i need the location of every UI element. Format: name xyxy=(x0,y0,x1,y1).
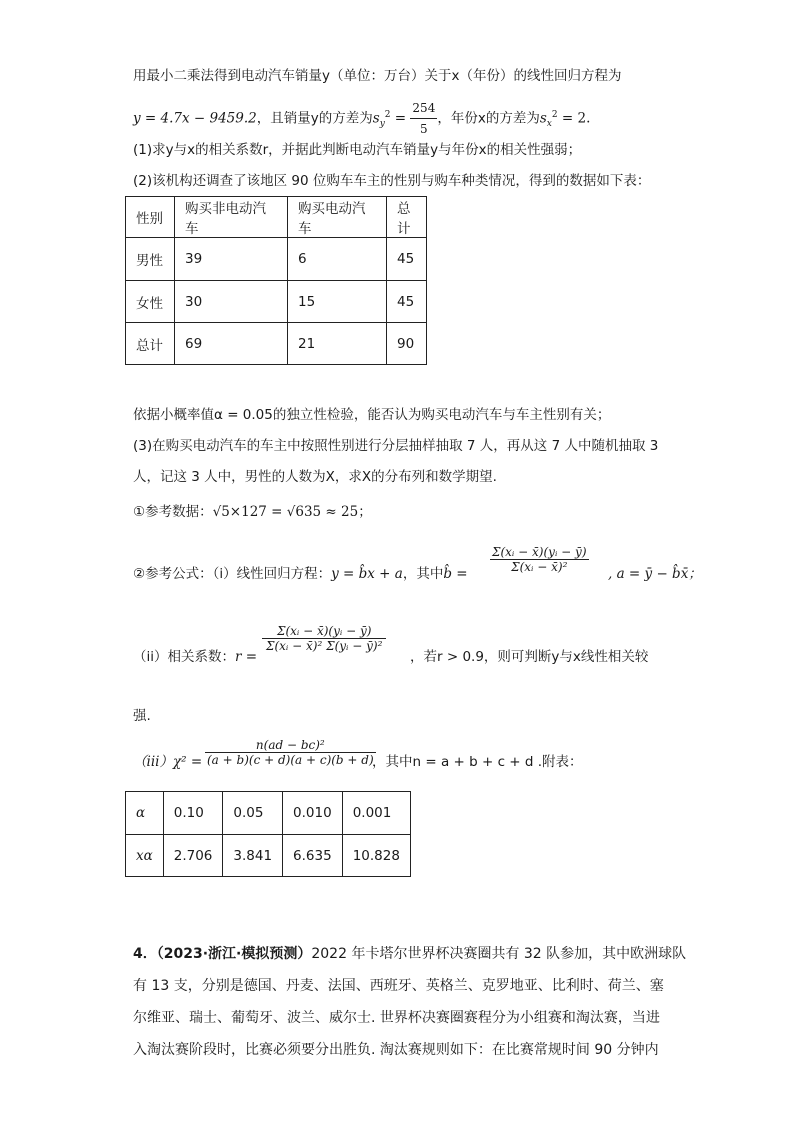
reference-formula-i xyxy=(133,564,468,584)
intro-line2-tail: ，年份x的方差为 xyxy=(437,110,540,127)
table-cell: 10.828 xyxy=(342,835,410,877)
table-row xyxy=(126,281,427,323)
table-cell: 0.05 xyxy=(223,792,283,835)
gender-car-table xyxy=(125,196,427,365)
problem-4-line4: 入淘汰赛阶段时，比赛必须要分出胜负. 淘汰赛规则如下：在比赛常规时间 90 分钟内 xyxy=(133,1042,659,1058)
table-row xyxy=(126,792,411,835)
r-symbol: r = xyxy=(235,649,258,665)
a-formula: , a = ȳ − b̂x̄； xyxy=(608,566,702,582)
table-header-row xyxy=(126,197,427,238)
variance-x-value: = 2. xyxy=(561,110,591,127)
problem-number: 4． xyxy=(133,946,157,962)
reference-data-label: ①参考数据： xyxy=(133,504,213,520)
table-row xyxy=(126,323,427,365)
table-header-cell: 购买电动汽车 xyxy=(288,197,387,238)
variance-y-fraction: $\frac{254}{5}$ xyxy=(410,98,437,139)
intro-line1: 用最小二乘法得到电动汽车销量y（单位：万台）关于x（年份）的线性回归方程为 xyxy=(133,68,622,84)
reference-formula-mid: ，其中 xyxy=(402,566,444,582)
reference-data xyxy=(133,502,372,522)
question-2b: 依据小概率值α = 0.05的独立性检验，能否认为购买电动汽车与车主性别有关； xyxy=(133,407,611,423)
question-2: (2)该机构还调查了该地区 90 位购车车主的性别与购车种类情况，得到的数据如下表： xyxy=(133,173,651,189)
table-cell: 2.706 xyxy=(163,835,223,877)
table-cell: 90 xyxy=(387,323,427,365)
chi-square-fraction: $\frac{\text{n(ad − bc)²}}{(a + b)(c + d)(a + c)(b + d)}$ xyxy=(207,738,374,767)
critical-value-table xyxy=(125,791,411,877)
formula-iii-label: （iii） xyxy=(133,754,173,770)
table-cell: 3.841 xyxy=(223,835,283,877)
table-cell: 0.010 xyxy=(283,792,343,835)
question-1: (1)求y与x的相关系数r，并据此判断电动汽车销量y与年份x的相关性强弱； xyxy=(133,142,582,158)
b-hat-fraction: $\frac{\text{Σ(xᵢ − x̄)(yᵢ − ȳ)}}{\text{Σ(xᵢ − x̄)²}}$ xyxy=(492,545,587,574)
table-cell: 女性 xyxy=(126,281,175,323)
table-cell: 69 xyxy=(175,323,288,365)
regression-equation: y = 4.7x − 9459.2 xyxy=(133,110,257,127)
table-cell: 45 xyxy=(387,238,427,281)
variance-y-symbol: s xyxy=(372,110,380,127)
correlation-condition: ，若r > 0.9，则可判断y与x线性相关较 xyxy=(410,649,649,665)
table-header-cell: 总计 xyxy=(387,197,427,238)
reference-formula-ii xyxy=(133,647,257,667)
problem-source-tag: （2023·浙江·模拟预测） xyxy=(156,946,312,962)
chi-square-tail: ，其中n = a + b + c + d .附表： xyxy=(372,754,583,770)
table-cell: α xyxy=(126,792,164,835)
intro-line2-mid: ，且销量y的方差为 xyxy=(256,110,373,127)
question-3-line1: (3)在购买电动汽车的车主中按照性别进行分层抽样抽取 7 人，再从这 7 人中随机抽取 3 xyxy=(133,438,659,454)
problem-4-line3: 尔维亚、瑞士、葡萄牙、波兰、威尔士. 世界杯决赛圈赛程分为小组赛和淘汰赛，当进 xyxy=(133,1010,660,1026)
table-cell: xα xyxy=(126,835,164,877)
correlation-label: （ii）相关系数： xyxy=(133,649,236,665)
table-header-cell: 性别 xyxy=(126,197,175,238)
reference-data-expression: √5×127 = √635 ≈ 25； xyxy=(212,504,372,520)
table-cell: 21 xyxy=(288,323,387,365)
table-header-cell: 购买非电动汽车 xyxy=(175,197,288,238)
table-cell: 0.10 xyxy=(163,792,223,835)
table-cell: 总计 xyxy=(126,323,175,365)
correlation-condition-end: 强. xyxy=(133,708,151,724)
regression-formula: y = b̂x + a xyxy=(331,566,403,582)
intro-line2: y = 4.7x − 9459.2，且销量y的方差为$s_y^2$ = $\frac{254}{5}$ ，年份x的方差为$s_x^2 = 2$. xyxy=(133,98,590,139)
problem-4-line1 xyxy=(133,944,686,964)
problem-4-line2: 有 13 支，分别是德国、丹麦、法国、西班牙、英格兰、克罗地亚、比利时、荷兰、塞 xyxy=(133,978,664,994)
table-cell: 39 xyxy=(175,238,288,281)
reference-formula-label: ②参考公式：（i）线性回归方程： xyxy=(133,566,332,582)
reference-formula-iii xyxy=(133,752,202,772)
table-cell: 45 xyxy=(387,281,427,323)
table-cell: 0.001 xyxy=(342,792,410,835)
table-row xyxy=(126,835,411,877)
table-cell: 6.635 xyxy=(283,835,343,877)
table-cell: 30 xyxy=(175,281,288,323)
table-cell: 15 xyxy=(288,281,387,323)
correlation-fraction: $\frac{\text{Σ(xᵢ − x̄)(yᵢ − ȳ)}}{\text{Σ(xᵢ − x̄)² Σ(yᵢ − ȳ)²}}$ xyxy=(262,624,386,653)
question-3-line2: 人，记这 3 人中，男性的人数为X，求X的分布列和数学期望. xyxy=(133,469,497,485)
table-cell: 男性 xyxy=(126,238,175,281)
problem-4-text: 2022 年卡塔尔世界杯决赛圈共有 32 队参加，其中欧洲球队 xyxy=(311,946,687,962)
b-hat-symbol: b̂ = xyxy=(443,566,468,582)
table-row xyxy=(126,238,427,281)
chi-square-symbol: χ² = xyxy=(172,754,203,770)
table-cell: 6 xyxy=(288,238,387,281)
